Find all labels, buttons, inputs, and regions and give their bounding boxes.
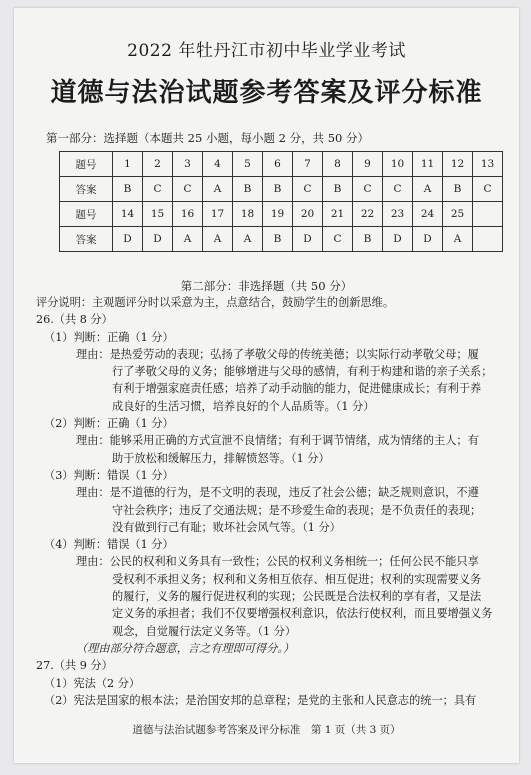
table-cell <box>473 227 503 252</box>
text-line: 守社会秩序；违反了交通法规；是不珍爱生命的表现；是不负责任的表现； <box>112 503 482 517</box>
table-cell: 11 <box>413 152 443 177</box>
table-cell: B <box>323 177 353 202</box>
part1-heading: 第一部分：选择题（本题共 25 小题，每小题 2 分，共 50 分） <box>46 131 370 145</box>
text-line: 行了孝敬父母的义务；能够增进与父母的感情，有利于构建和谐的亲子关系； <box>112 365 493 379</box>
table-cell: D <box>113 227 143 252</box>
table-cell: 14 <box>113 202 143 227</box>
text-line: （2）宪法是国家的根本法；是治国安邦的总章程；是党的主张和人民意志的统一；具有 <box>44 693 477 707</box>
text-line: 理由：是不道德的行为，是不文明的表现，违反了社会公德；缺乏规则意识，不遵 <box>76 486 479 500</box>
table-cell: 25 <box>443 202 473 227</box>
text-line: （理由部分符合题意，言之有理即可得分。） <box>76 641 295 655</box>
text-line: 没有做到行己有耻；败坏社会风气等。（1 分） <box>112 520 341 534</box>
row-header-cell: 题号 <box>60 202 113 227</box>
answer-sheet-page <box>14 8 519 763</box>
table-cell: 15 <box>143 202 173 227</box>
table-cell: B <box>113 177 143 202</box>
table-cell: 16 <box>173 202 203 227</box>
table-cell: 17 <box>203 202 233 227</box>
table-row <box>60 227 503 252</box>
table-cell: 19 <box>263 202 293 227</box>
table-row <box>60 177 503 202</box>
table-cell: B <box>263 227 293 252</box>
text-line: 理由：公民的权利和义务具有一致性；公民的权利义务相统一；任何公民不能只享 <box>76 555 479 569</box>
table-cell: 5 <box>233 152 263 177</box>
table-cell: 23 <box>383 202 413 227</box>
table-cell: 24 <box>413 202 443 227</box>
table-cell: 22 <box>353 202 383 227</box>
text-line: 受权利不承担义务；权利和义务相互依存、相互促进；权利的实现需要义务 <box>112 572 482 586</box>
text-line: 观念，自觉履行法定义务等。（1 分） <box>112 624 297 638</box>
table-cell: A <box>233 227 263 252</box>
answer-body <box>36 294 514 709</box>
table-cell: C <box>353 177 383 202</box>
table-cell: 3 <box>173 152 203 177</box>
text-line: 27.（共 9 分） <box>36 659 113 673</box>
table-cell: B <box>353 227 383 252</box>
table-cell: 9 <box>353 152 383 177</box>
table-cell: C <box>143 177 173 202</box>
table-cell: 2 <box>143 152 173 177</box>
table-cell: 13 <box>473 152 503 177</box>
table-cell: A <box>413 177 443 202</box>
table-cell: A <box>203 227 233 252</box>
table-cell: 4 <box>203 152 233 177</box>
row-header-cell: 答案 <box>60 177 113 202</box>
text-line: 助于放松和缓解压力，排解愤怒等。（1 分） <box>112 451 330 465</box>
table-cell: C <box>383 177 413 202</box>
text-line: 评分说明：主观题评分时以采意为主，点意结合，鼓励学生的创新思维。 <box>36 296 395 309</box>
table-cell: A <box>203 177 233 202</box>
row-header-cell: 答案 <box>60 227 113 252</box>
table-cell <box>473 202 503 227</box>
text-line: 26.（共 8 分） <box>36 313 113 327</box>
text-line: 成良好的生活习惯，培养良好的个人品质等。（1 分） <box>112 399 375 413</box>
table-cell: 12 <box>443 152 473 177</box>
table-cell: D <box>143 227 173 252</box>
text-line: 理由：是热爱劳动的表现；弘扬了孝敬父母的传统美德；以实际行动孝敬父母；履 <box>76 347 479 361</box>
table-cell: 1 <box>113 152 143 177</box>
table-cell: C <box>293 177 323 202</box>
table-cell: D <box>413 227 443 252</box>
table-row <box>60 152 503 177</box>
table-cell: 10 <box>383 152 413 177</box>
table-cell: A <box>443 227 473 252</box>
page-footer: 道德与法治试题参考答案及评分标准 第 1 页（共 3 页） <box>132 724 401 736</box>
table-cell: B <box>443 177 473 202</box>
table-cell: A <box>173 227 203 252</box>
table-cell: 7 <box>293 152 323 177</box>
text-line: （4）判断：错误（1 分） <box>44 538 174 552</box>
text-line: 理由：能够采用正确的方式宣泄不良情绪；有利于调节情绪，成为情绪的主人；有 <box>76 434 479 448</box>
text-line: （3）判断：错误（1 分） <box>44 468 174 482</box>
table-cell: C <box>173 177 203 202</box>
table-cell: D <box>293 227 323 252</box>
table-cell: 6 <box>263 152 293 177</box>
exam-title: 2022 年牡丹江市初中毕业学业考试 <box>127 41 406 61</box>
table-cell: 8 <box>323 152 353 177</box>
table-cell: B <box>263 177 293 202</box>
table-cell: 18 <box>233 202 263 227</box>
table-cell: 21 <box>323 202 353 227</box>
table-cell: C <box>473 177 503 202</box>
table-row <box>60 202 503 227</box>
text-line: 有利于增强家庭责任感；培养了动手动脑的能力，促进健康成长；有利于养 <box>112 382 482 396</box>
answer-table <box>59 151 503 252</box>
table-cell: 20 <box>293 202 323 227</box>
text-line: 的履行，义务的履行促进权利的实现；公民既是合法权利的享有者，又是法 <box>112 590 482 604</box>
row-header-cell: 题号 <box>60 152 113 177</box>
part2-heading: 第二部分：非选择题（共 50 分） <box>180 279 353 293</box>
table-cell: C <box>323 227 353 252</box>
text-line: （1）判断：正确（1 分） <box>44 330 174 344</box>
table-cell: D <box>383 227 413 252</box>
text-line: 定义务的承担者；我们不仅要增强权利意识，依法行使权利，而且要增强义务 <box>112 607 493 621</box>
text-line: （2）判断：正确（1 分） <box>44 417 174 431</box>
document-title: 道德与法治试题参考答案及评分标准 <box>50 78 483 108</box>
text-line: （1）宪法（2 分） <box>44 676 141 690</box>
table-cell: B <box>233 177 263 202</box>
